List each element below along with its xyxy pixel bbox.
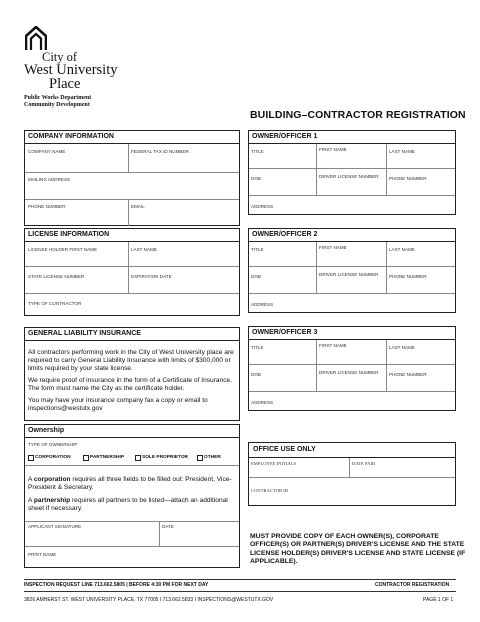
footer-page-number: PAGE 1 OF 1 bbox=[423, 597, 454, 603]
drivers-license-notice: MUST PROVIDE COPY OF EACH OWNER(S), CORPORATE OFFICER(S) OR PARTNER(S) DRIVER'S LICENSE AND THE STATE LICENSE HOLDER(S) DRIVER'S LICENSE AND STATE LICENSE (IF APPLICABLE). bbox=[250, 533, 466, 566]
department-name bbox=[24, 95, 91, 109]
partnership-option-label: PARTNERSHIP bbox=[90, 455, 125, 460]
signature-date-field[interactable]: DATE bbox=[162, 524, 174, 529]
federal-tax-id-field[interactable]: FEDERAL TAX ID NUMBER bbox=[131, 149, 189, 154]
officer-2-address-field[interactable]: ADDRESS bbox=[251, 302, 274, 307]
officer-2-dob-field[interactable]: DOB bbox=[251, 274, 261, 279]
logo-name-text: West University bbox=[24, 62, 118, 78]
footer-address-line: 3826 AMHERST ST. WEST UNIVERSITY PLACE, TX 77005 I 713.662.5833 I INSPECTIONS@WESTUTX.GOV bbox=[24, 597, 274, 603]
corporation-requirement-text: A corporation requires all three fields to be filled out: President, Vice-President & Secretary. bbox=[28, 476, 232, 492]
company-information-header: COMPANY INFORMATION bbox=[25, 131, 239, 144]
other-checkbox[interactable] bbox=[197, 455, 203, 461]
officer-1-address-field[interactable]: ADDRESS bbox=[251, 204, 274, 209]
officer-2-first-name-field[interactable]: FIRST NAME bbox=[319, 245, 347, 250]
officer-3-dob-field[interactable]: DOB bbox=[251, 372, 261, 377]
officer-1-phone-field[interactable]: PHONE NUMBER bbox=[389, 176, 427, 181]
form-title: BUILDING–CONTRACTOR REGISTRATION bbox=[250, 109, 466, 121]
corporation-checkbox[interactable] bbox=[28, 455, 34, 461]
owner-officer-2-header: OWNER/OFFICER 2 bbox=[249, 229, 455, 242]
officer-2-last-name-field[interactable]: LAST NAME bbox=[389, 247, 415, 252]
officer-1-title-field[interactable]: TITLE bbox=[251, 149, 264, 154]
office-use-only-section bbox=[248, 442, 456, 506]
officer-3-title-field[interactable]: TITLE bbox=[251, 345, 264, 350]
applicant-signature-field[interactable]: APPLICANT SIGNATURE bbox=[28, 524, 82, 529]
owner-officer-3-header: OWNER/OFFICER 3 bbox=[249, 327, 455, 340]
type-of-ownership-label: TYPE OF OWNERSHIP bbox=[28, 442, 78, 447]
contractor-id-field[interactable]: CONTRACTOR ID bbox=[251, 488, 289, 493]
officer-1-dob-field[interactable]: DOB bbox=[251, 176, 261, 181]
company-information-section bbox=[24, 130, 240, 226]
general-liability-insurance-section bbox=[24, 327, 240, 421]
department-line-1: Public Works Department bbox=[24, 95, 92, 101]
license-holder-last-name-field[interactable]: LAST NAME bbox=[131, 247, 157, 252]
insurance-proof-text: We require proof of insurance in the form of a Certificate of Insurance. The form must name the City as the certificate holder. bbox=[28, 377, 233, 393]
sole-proprietor-option-label: SOLE PROPRIETOR bbox=[142, 455, 189, 460]
corporation-option-label: CORPORATION bbox=[35, 455, 71, 460]
department-line-2: Community Development bbox=[24, 102, 90, 108]
expiration-date-field[interactable]: EXPIRATION DATE bbox=[131, 274, 172, 279]
officer-3-address-field[interactable]: ADDRESS bbox=[251, 400, 274, 405]
officer-1-last-name-field[interactable]: LAST NAME bbox=[389, 149, 415, 154]
officer-3-first-name-field[interactable]: FIRST NAME bbox=[319, 343, 347, 348]
insurance-requirement-text: All contractors performing work in the City of West University place are required to carry General Liability Insurance with limits of $300,000 or limits required by your state license. bbox=[28, 349, 234, 373]
owner-officer-2-section bbox=[248, 228, 456, 313]
print-name-field[interactable]: PRINT NAME bbox=[28, 552, 57, 557]
other-option-label: OTHER bbox=[204, 455, 221, 460]
officer-2-phone-field[interactable]: PHONE NUMBER bbox=[389, 274, 427, 279]
partnership-checkbox[interactable] bbox=[83, 455, 89, 461]
company-email-field[interactable]: EMAIL bbox=[131, 204, 145, 209]
employee-initials-field[interactable]: EMPLOYEE INITIALS bbox=[251, 461, 297, 466]
type-of-contractor-field[interactable]: TYPE OF CONTRACTOR bbox=[28, 301, 82, 306]
partnership-requirement-text: A partnership requires all partners to be listed—attach an additional sheet if necessary. bbox=[28, 497, 228, 513]
footer-form-name: CONTRACTOR REGISTRATION bbox=[375, 582, 450, 588]
state-license-number-field[interactable]: STATE LICENSE NUMBER bbox=[28, 274, 85, 279]
company-name-field[interactable]: COMPANY NAME bbox=[28, 149, 66, 154]
logo-city-text: City of bbox=[42, 50, 78, 64]
license-information-header: LICENSE INFORMATION bbox=[25, 229, 239, 242]
insurance-email-text: You may have your insurance company fax a copy or email to inspections@westutx.gov bbox=[28, 397, 208, 413]
officer-3-last-name-field[interactable]: LAST NAME bbox=[389, 345, 415, 350]
officer-1-first-name-field[interactable]: FIRST NAME bbox=[319, 147, 347, 152]
officer-2-title-field[interactable]: TITLE bbox=[251, 247, 264, 252]
office-use-only-header: OFFICE USE ONLY bbox=[249, 443, 455, 458]
ownership-section bbox=[24, 424, 240, 568]
officer-2-driver-license-field[interactable]: DRIVER LICENSE NUMBER bbox=[319, 272, 379, 277]
license-information-section bbox=[24, 228, 240, 316]
owner-officer-1-section bbox=[248, 130, 456, 215]
logo-place-text: Place bbox=[49, 76, 81, 92]
insurance-header: GENERAL LIABILITY INSURANCE bbox=[25, 328, 239, 341]
company-phone-field[interactable]: PHONE NUMBER bbox=[28, 204, 66, 209]
officer-3-driver-license-field[interactable]: DRIVER LICENSE NUMBER bbox=[319, 370, 379, 375]
officer-1-driver-license-field[interactable]: DRIVER LICENSE NUMBER bbox=[319, 174, 379, 179]
city-logo-icon bbox=[25, 26, 47, 51]
mailing-address-field[interactable]: MAILING ADDRESS bbox=[28, 177, 71, 182]
inspection-request-line: INSPECTION REQUEST LINE 713.662.5805 | BEFORE 4:30 PM FOR NEXT DAY bbox=[24, 582, 209, 588]
owner-officer-3-section bbox=[248, 326, 456, 411]
owner-officer-1-header: OWNER/OFFICER 1 bbox=[249, 131, 455, 144]
sole-proprietor-checkbox[interactable] bbox=[135, 455, 141, 461]
date-paid-field[interactable]: DATE PAID bbox=[352, 461, 376, 466]
license-holder-first-name-field[interactable]: LICENSE HOLDER FIRST NAME bbox=[28, 247, 98, 252]
officer-3-phone-field[interactable]: PHONE NUMBER bbox=[389, 372, 427, 377]
ownership-header: Ownership bbox=[25, 425, 239, 438]
